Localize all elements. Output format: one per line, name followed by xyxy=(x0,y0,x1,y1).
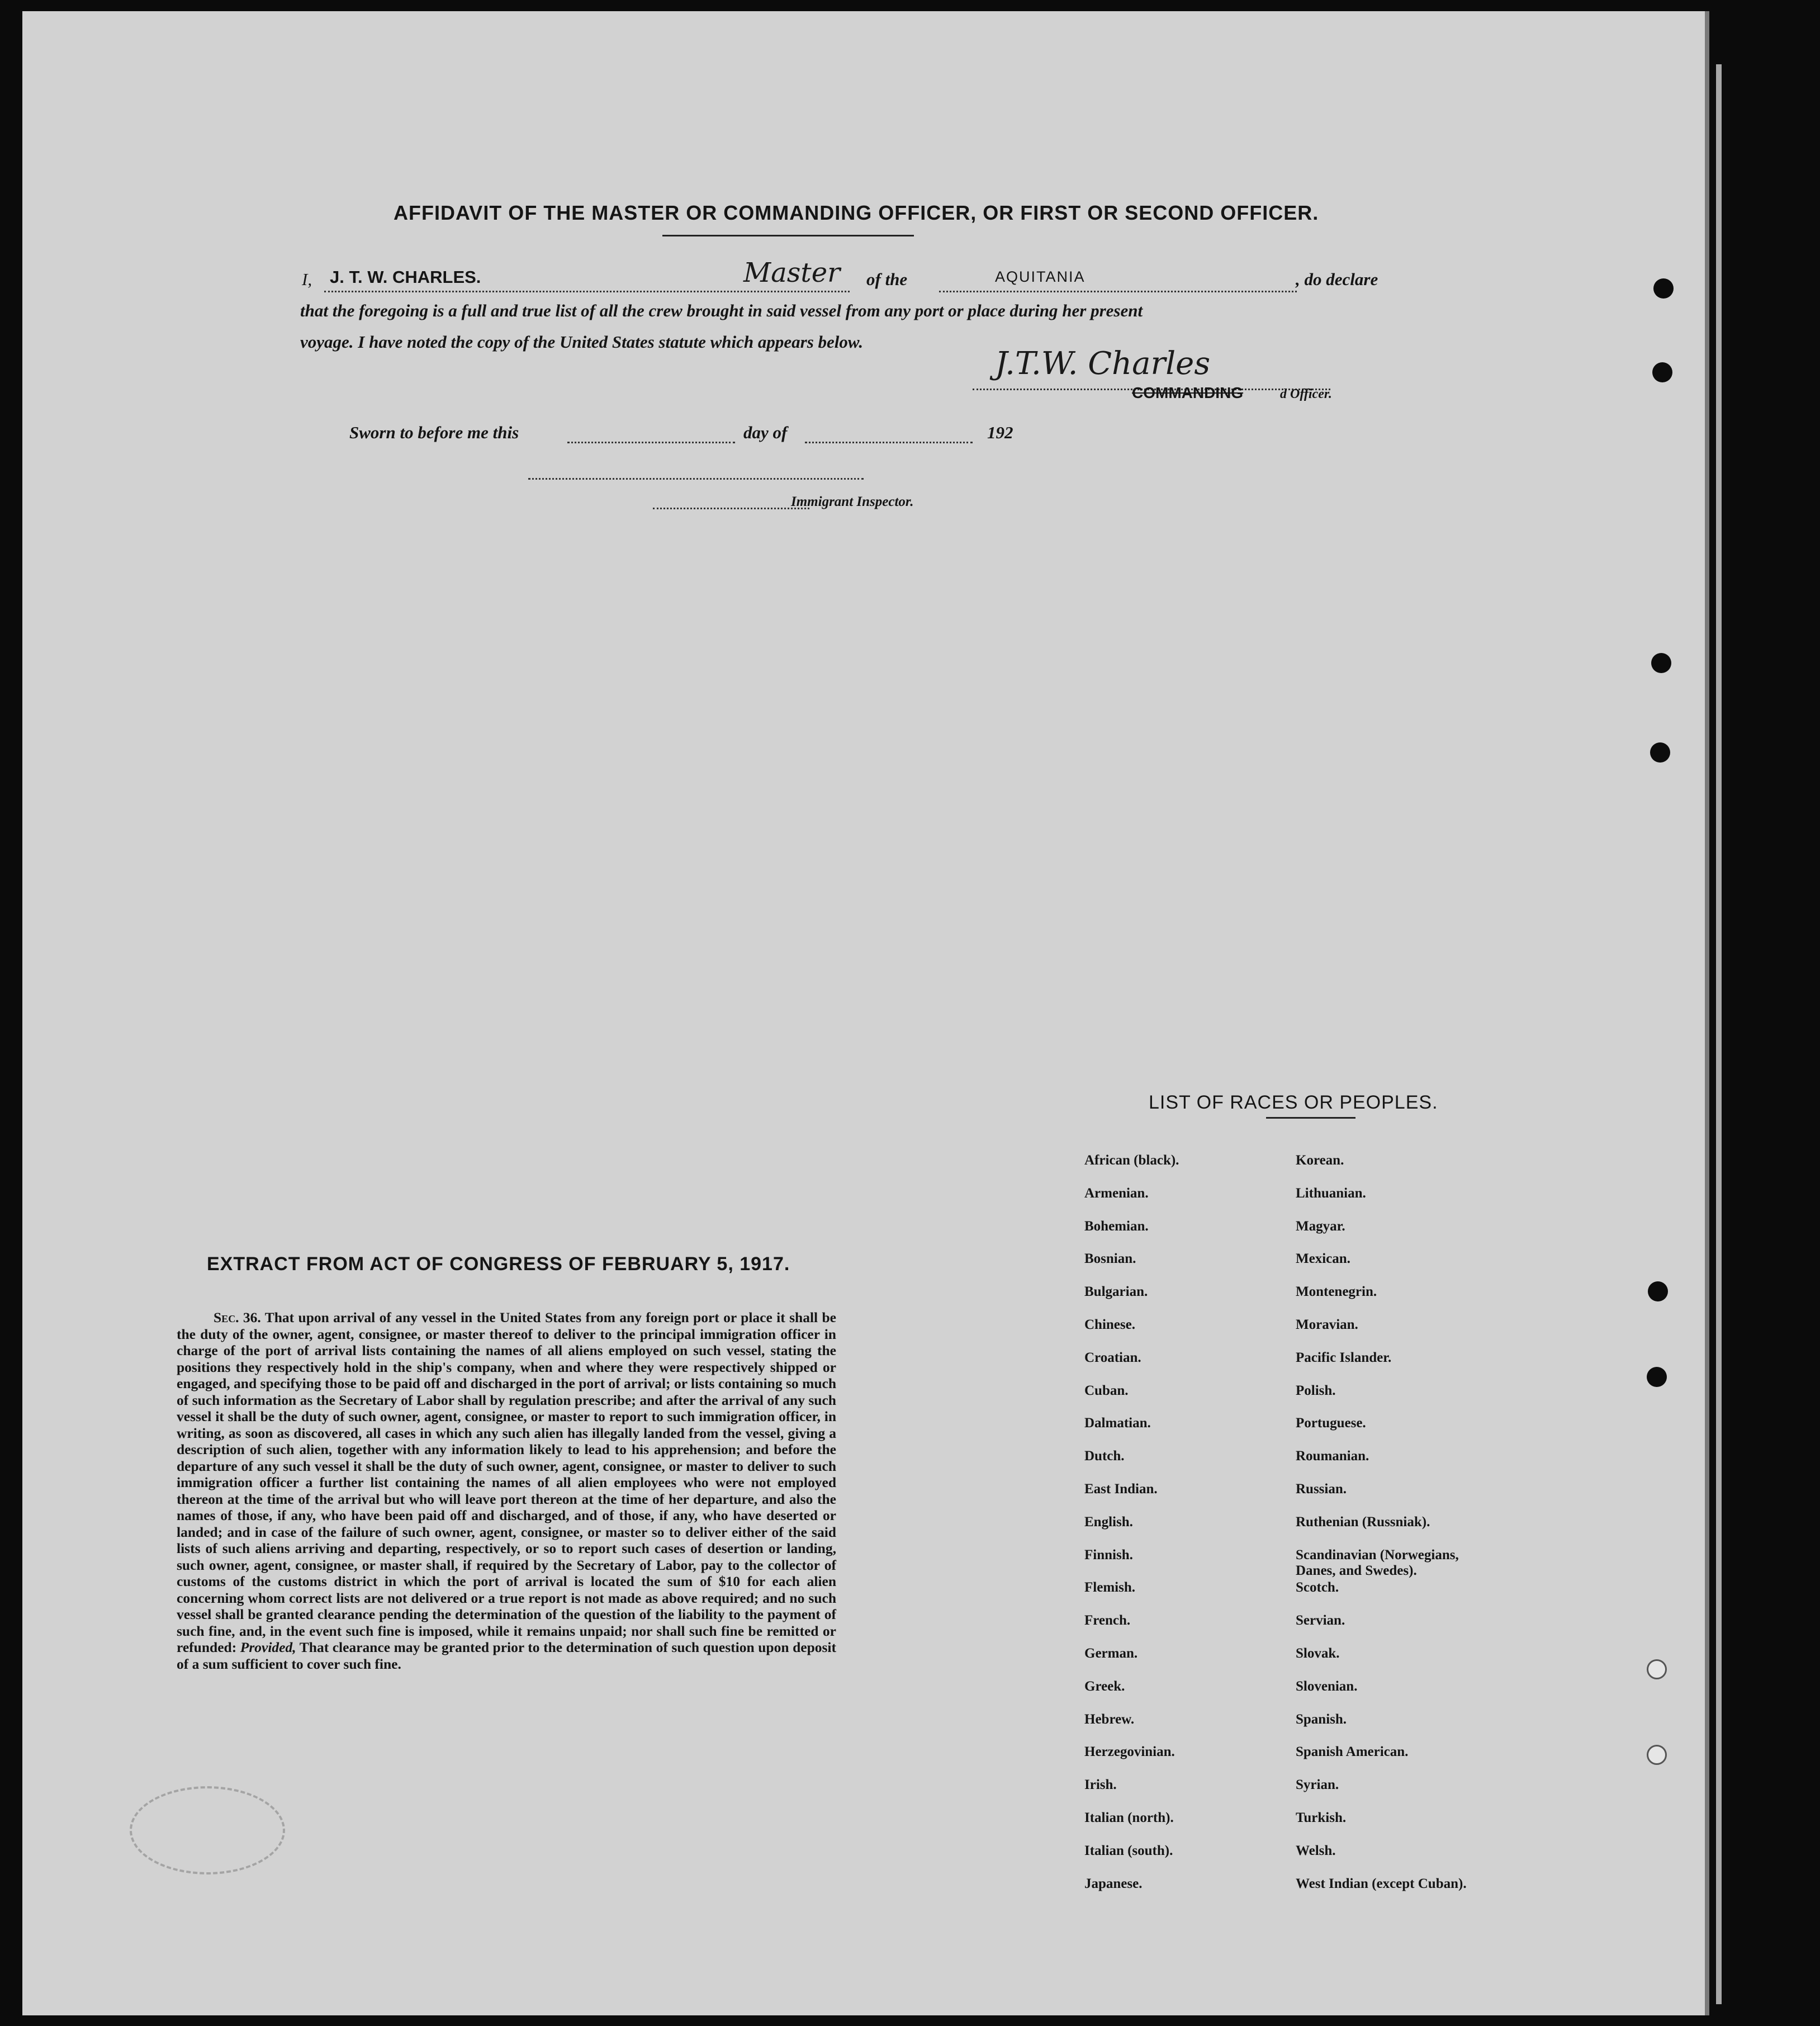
race-item: Chinese. xyxy=(1084,1317,1135,1332)
race-item: Mexican. xyxy=(1296,1251,1350,1267)
vessel-name-line xyxy=(939,291,1297,292)
races-heading-rule xyxy=(1266,1117,1355,1119)
race-item: Italian (south). xyxy=(1084,1843,1173,1858)
day-of-label: day of xyxy=(743,423,788,442)
affidavit-heading-rule xyxy=(662,235,914,236)
affidavit-heading: AFFIDAVIT OF THE MASTER OR COMMANDING OFFICER, OR FIRST OR SECOND OFFICER. xyxy=(394,201,1319,224)
inspector-line-1 xyxy=(528,478,864,480)
race-item: Dalmatian. xyxy=(1084,1416,1151,1431)
binder-hole-icon xyxy=(1651,653,1671,673)
race-item: Scandinavian (Norwegians, Danes, and Swedes). xyxy=(1296,1547,1459,1578)
race-item: Ruthenian (Russniak). xyxy=(1296,1514,1430,1530)
race-item: West Indian (except Cuban). xyxy=(1296,1876,1467,1891)
master-name: J. T. W. CHARLES. xyxy=(330,267,481,287)
officer-title-stamp: COMMANDING xyxy=(1132,384,1244,401)
sworn-month-line xyxy=(805,442,973,443)
vessel-name: AQUITANIA xyxy=(995,268,1086,285)
race-item: Flemish. xyxy=(1084,1580,1135,1596)
inspector-label: Immigrant Inspector. xyxy=(791,494,914,509)
race-item: Irish. xyxy=(1084,1777,1117,1793)
declaration-line-3: voyage. I have noted the copy of the United States statute which appears below. xyxy=(300,332,864,352)
race-item: Magyar. xyxy=(1296,1218,1345,1234)
races-left-column xyxy=(1084,1153,1179,1909)
race-item: Welsh. xyxy=(1296,1843,1336,1858)
binder-hole-icon xyxy=(1647,1745,1667,1765)
race-item: Portuguese. xyxy=(1296,1416,1366,1431)
rank-handwritten: Master xyxy=(743,257,841,288)
sworn-label: Sworn to before me this xyxy=(349,423,519,442)
race-item: Scotch. xyxy=(1296,1580,1339,1596)
statute-section: Sec. 36. xyxy=(214,1309,261,1326)
race-item: Japanese. xyxy=(1084,1876,1143,1891)
race-item: Greek. xyxy=(1084,1678,1125,1694)
race-item: Finnish. xyxy=(1084,1547,1133,1563)
race-item: French. xyxy=(1084,1613,1131,1629)
master-name-line xyxy=(324,291,850,292)
races-right-column xyxy=(1296,1153,1480,1909)
race-item: Bulgarian. xyxy=(1084,1284,1148,1300)
master-signature: J.T.W. Charles xyxy=(995,345,1211,382)
sworn-day-line xyxy=(567,442,735,443)
race-item: Syrian. xyxy=(1296,1777,1339,1793)
race-item: Bosnian. xyxy=(1084,1251,1136,1267)
race-item: Moravian. xyxy=(1296,1317,1358,1332)
statute-provided: Provided, xyxy=(240,1639,296,1655)
statute-tail: That clearance may be granted prior to the determination of such question upon deposit of a sum sufficient to cover such fine. xyxy=(177,1639,837,1672)
race-item: Bohemian. xyxy=(1084,1218,1149,1234)
race-item: Dutch. xyxy=(1084,1449,1125,1464)
statute-body: That upon arrival of any vessel in the United States from any foreign port or place it shall be the duty of the owner, agent, consignee, or master thereof to deliver to the principal immigration officer in charge of the port of arrival lists containing the names of all aliens employed on such vessel, stating the positions they respectively hold in the ship's company, when and where they were respectively shipped or engaged, and specifying those to be paid off and discharged in the port of arrival; or lists containing so much of such information as the Secretary of Labor shall by regulation prescribe; and after the arrival of any such vessel it shall be the duty of such owner, agent, consignee, or master to report to such immigration officer, in writing, as soon as discovered, all cases in which any such alien has illegally landed from the vessel, giving a description of such alien, together with any information likely to lead to his apprehension; and before the departure of any such vessel it shall be the duty of such owner, agent, consignee, or master to deliver to such immigration officer a further list containing the names of all alien employees who were not employed thereon at the time of the arrival but who will leave port thereon at the time of her departure, and also the names of those, if any, who have been paid off and discharged, and of those, if any, who have deserted or landed; and in case of the failure of such owner, agent, consignee, or master so to deliver either of the said lists of such aliens arriving and departing, respectively, or so to report such cases of desertion or landing, such owner, agent, consignee, or master shall, if required by the Secretary of Labor, pay to the collector of customs of the customs district in which the port of arrival is located the sum of $10 for each alien concerning whom correct lists are not delivered or a true report is not made as above required; and no such vessel shall be granted clearance pending the determination of the question of the liability to the payment of such fine, and, in the event such fine is imposed, while it remains unpaid; nor shall such fine be remitted or refunded: xyxy=(177,1309,836,1655)
race-item: Hebrew. xyxy=(1084,1711,1135,1727)
page-edge xyxy=(1716,64,1722,2004)
binder-hole-icon xyxy=(1647,1659,1667,1679)
race-item: Slovenian. xyxy=(1296,1678,1358,1694)
binder-hole-icon xyxy=(1650,742,1670,763)
races-heading: LIST OF RACES OR PEOPLES. xyxy=(1149,1092,1438,1113)
race-item: Italian (north). xyxy=(1084,1810,1174,1825)
race-item: Herzegovinian. xyxy=(1084,1744,1175,1760)
race-item: Russian. xyxy=(1296,1481,1347,1497)
race-item: Servian. xyxy=(1296,1613,1345,1629)
race-item: Roumanian. xyxy=(1296,1449,1369,1464)
extract-heading: EXTRACT FROM ACT OF CONGRESS OF FEBRUARY 5, 1917. xyxy=(207,1253,790,1275)
race-item: African (black). xyxy=(1084,1153,1179,1168)
race-item: Korean. xyxy=(1296,1153,1344,1168)
race-item: Spanish. xyxy=(1296,1711,1347,1727)
document-page xyxy=(22,11,1709,2015)
sworn-year: 192 xyxy=(987,423,1013,442)
race-item: German. xyxy=(1084,1645,1138,1661)
race-item: Montenegrin. xyxy=(1296,1284,1377,1300)
race-item: Turkish. xyxy=(1296,1810,1347,1825)
statute-paragraph xyxy=(177,1309,836,1672)
declaration-line-2: that the foregoing is a full and true list of all the crew brought in said vessel from any port or place during her present xyxy=(300,301,1143,320)
race-item: Croatian. xyxy=(1084,1350,1141,1365)
race-item: Spanish American. xyxy=(1296,1744,1409,1760)
race-item: English. xyxy=(1084,1514,1133,1530)
race-item: Cuban. xyxy=(1084,1383,1129,1398)
race-item: Armenian. xyxy=(1084,1185,1149,1201)
race-item: Pacific Islander. xyxy=(1296,1350,1392,1365)
officer-title-suffix: d Officer. xyxy=(1280,387,1332,401)
race-item: Lithuanian. xyxy=(1296,1185,1366,1201)
binder-hole-icon xyxy=(1648,1281,1668,1301)
race-item: Polish. xyxy=(1296,1383,1336,1398)
inspector-line-2 xyxy=(653,508,809,509)
binder-hole-icon xyxy=(1652,362,1672,382)
do-declare-label: , do declare xyxy=(1296,269,1378,289)
declaration-intro: I, xyxy=(302,269,312,289)
binder-hole-icon xyxy=(1647,1367,1667,1387)
of-the-label: of the xyxy=(866,269,908,289)
race-item: Slovak. xyxy=(1296,1645,1340,1661)
binder-hole-icon xyxy=(1653,278,1674,299)
faded-stamp xyxy=(130,1786,285,1874)
race-item: East Indian. xyxy=(1084,1481,1158,1497)
